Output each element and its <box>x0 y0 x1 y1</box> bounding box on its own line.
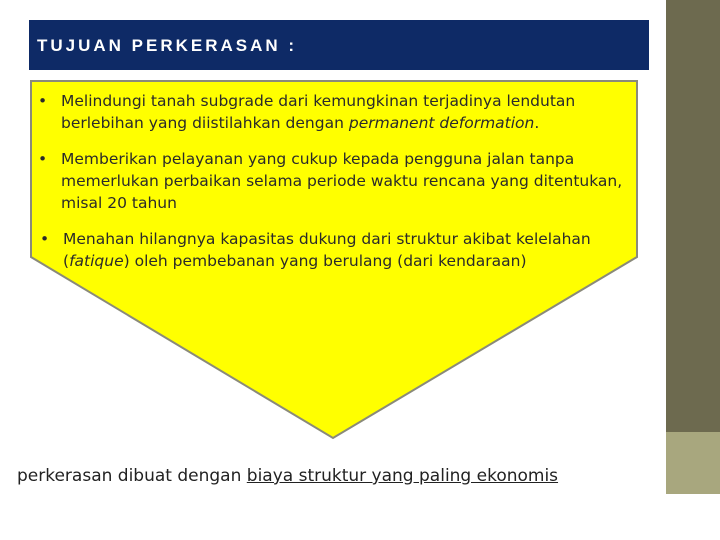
bullet-text-end: . <box>534 114 540 132</box>
bullet-text: Menahan hilangnya kapasitas dukung dari struktur akibat kelelahan ( <box>63 230 591 270</box>
bullet-dot: • <box>38 150 48 168</box>
bullet-dot: • <box>38 92 48 110</box>
bullet-text: Melindungi tanah subgrade dari kemungkinan terjadinya lendutan berlebihan yang diistilahkan dengan <box>61 92 576 132</box>
bullet-list <box>38 90 638 286</box>
bullet-text: Memberikan pelayanan yang cukup kepada pengguna jalan tanpa memerlukan perbaikan selama periode waktu rencana yang ditentukan, misal 20 tahun <box>61 150 623 212</box>
bullet-item <box>40 228 640 272</box>
slide-title: TUJUAN PERKERASAN : <box>37 36 298 55</box>
bullet-dot: • <box>40 230 50 248</box>
bullet-italic-term: fatique <box>69 252 124 270</box>
bullet-text-end: ) oleh pembebanan yang berulang (dari kendaraan) <box>123 252 527 270</box>
footer-underlined-text: biaya struktur yang paling ekonomis <box>246 466 559 486</box>
bullet-item <box>38 90 638 134</box>
footer-statement <box>17 466 558 486</box>
bullet-item <box>38 148 638 214</box>
footer-text: perkerasan dibuat dengan <box>17 466 247 486</box>
bullet-italic-term: permanent deformation <box>348 114 535 132</box>
